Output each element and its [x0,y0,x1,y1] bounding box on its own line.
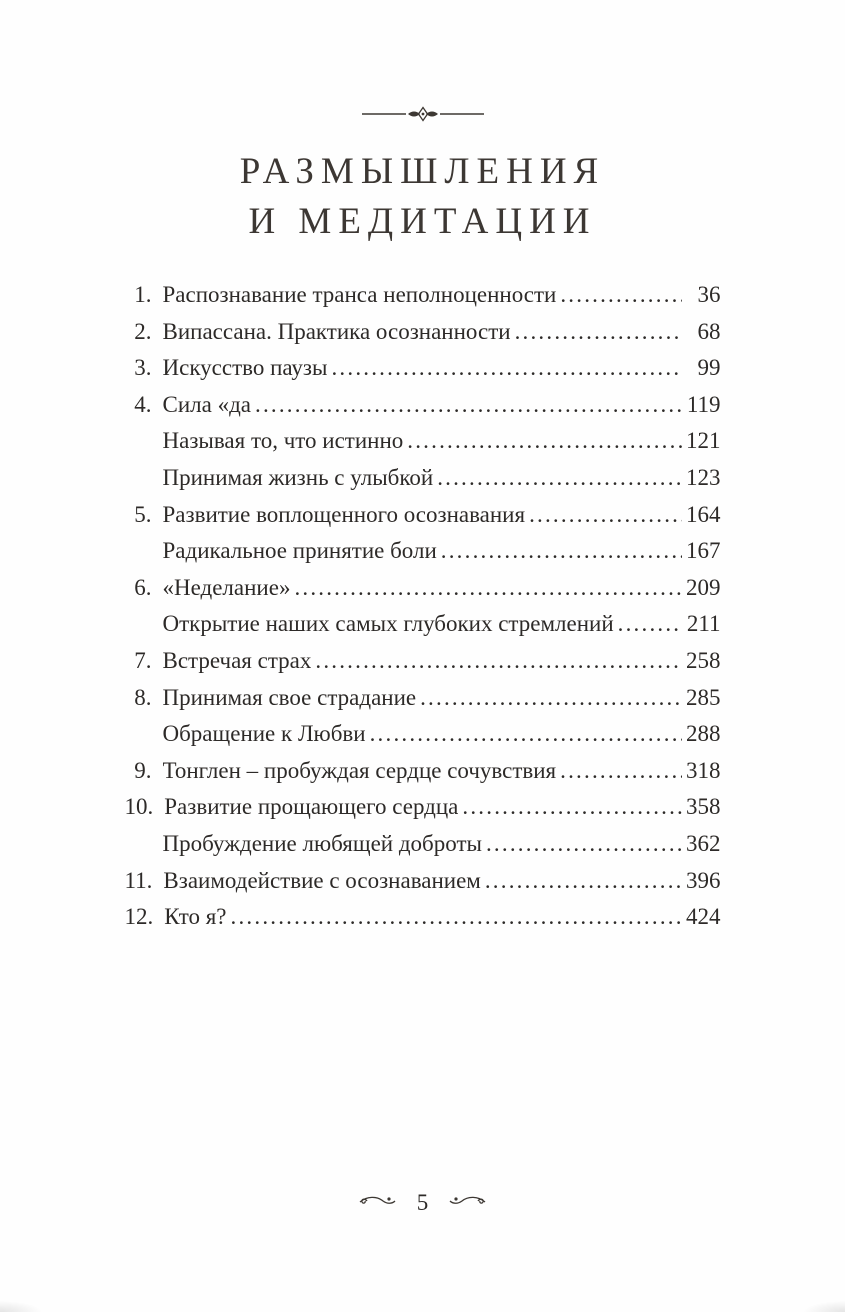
toc-entry-page: 209 [686,574,721,600]
toc-entry-label: Распознавание транса неполноценности [162,282,557,307]
toc-entry-label: Встречая страх [162,647,312,673]
toc-entry [125,863,721,900]
toc-entry [125,753,721,790]
toc-leader-dots [529,497,681,534]
toc-entry-number: 5. [134,501,152,527]
toc-entry [125,643,721,680]
toc-entry-page: 167 [686,538,721,564]
toc-entry-label: «Неделание» [162,574,291,600]
toc-entry-page: 121 [686,428,721,454]
toc-entry [125,716,721,753]
toc-leader-dots [294,570,681,607]
toc-entry-page: 164 [686,501,721,527]
toc-entry-label: Принимая свое страдание [162,684,417,710]
toc-entry-page: 258 [686,647,721,673]
toc-entry-page: 424 [686,904,721,930]
toc-entry-number: 10. [124,794,154,820]
page-number: 5 [416,1190,429,1215]
toc-leader-dots [560,277,681,314]
toc-entry-label: Пробуждение любящей доброты [162,830,482,856]
section-title [240,147,605,247]
toc-entry-label: Сила «да [162,391,251,417]
toc-entry [125,826,721,863]
toc-entry-page: 99 [697,355,721,381]
toc-leader-dots [515,314,682,351]
toc-entry-label: Принимая жизнь с улыбкой [162,464,434,490]
toc-entry-label: Обращение к Любви [162,721,366,747]
toc-entry-page: 123 [686,464,721,490]
toc-leader-dots [560,753,681,790]
toc-leader-dots [255,387,682,424]
toc-entry-page: 68 [697,318,721,344]
toc-entry [125,314,721,351]
toc-leader-dots [441,533,682,570]
page-footer [359,1190,487,1216]
table-of-contents [125,277,721,936]
toc-entry-label: Называя то, что истинно [162,428,404,454]
toc-entry-number: 1. [134,282,152,307]
toc-leader-dots [331,350,681,387]
toc-entry [125,277,721,314]
toc-leader-dots [370,716,682,753]
toc-entry [125,460,721,497]
ornament-divider-icon [358,104,488,129]
toc-entry-number: 12. [124,904,154,930]
toc-entry-label: Развитие прощающего сердца [164,794,459,820]
toc-entry-label: Радикальное принятие боли [162,538,437,564]
toc-entry-number: 8. [134,684,152,710]
section-title-line-1: РАЗМЫШЛЕНИЯ [239,151,606,192]
toc-leader-dots [437,460,681,497]
section-title-line-2: И МЕДИТАЦИИ [248,201,597,242]
toc-entry-page: 36 [697,282,721,307]
toc-entry-page: 285 [686,684,721,710]
toc-leader-dots [486,826,682,863]
toc-entry-page: 211 [686,611,721,637]
toc-leader-dots [420,680,681,717]
toc-entry-number: 11. [124,867,153,893]
toc-leader-dots [618,606,682,643]
toc-leader-dots [315,643,681,680]
toc-entry-number: 4. [134,391,152,417]
toc-entry-label: Тонглен – пробуждая сердце сочувствия [162,757,557,783]
toc-leader-dots [231,899,682,936]
toc-entry-label: Искусство паузы [162,355,328,381]
toc-entry [125,789,721,826]
toc-entry-label: Випассана. Практика осознанности [162,318,511,344]
toc-entry-page: 119 [686,391,721,417]
toc-entry-number: 6. [134,574,152,600]
flourish-left-icon [359,1193,397,1214]
toc-entry-page: 362 [686,830,721,856]
toc-entry [125,497,721,534]
toc-entry [125,899,721,936]
toc-entry [125,350,721,387]
toc-entry-label: Открытие наших самых глубоких стремлений [162,611,614,637]
toc-entry-number: 9. [134,757,152,783]
toc-entry [125,533,721,570]
toc-entry [125,423,721,460]
toc-entry-page: 318 [686,757,721,783]
toc-leader-dots [462,789,681,826]
toc-entry [125,680,721,717]
flourish-right-icon [448,1193,486,1214]
toc-entry-page: 288 [686,721,721,747]
toc-entry-label: Развитие воплощенного осознавания [162,501,526,527]
toc-entry-label: Взаимодействие с осознаванием [163,867,481,893]
toc-entry-page: 396 [686,867,721,893]
toc-entry [125,570,721,607]
toc-entry [125,387,721,424]
toc-leader-dots [485,863,682,900]
toc-entry-number: 7. [134,647,152,673]
toc-leader-dots [407,423,681,460]
toc-entry-label: Кто я? [164,904,227,930]
toc-entry-page: 358 [686,794,721,820]
toc-entry-number: 3. [134,355,152,381]
toc-entry-number: 2. [134,318,152,344]
toc-entry [125,606,721,643]
